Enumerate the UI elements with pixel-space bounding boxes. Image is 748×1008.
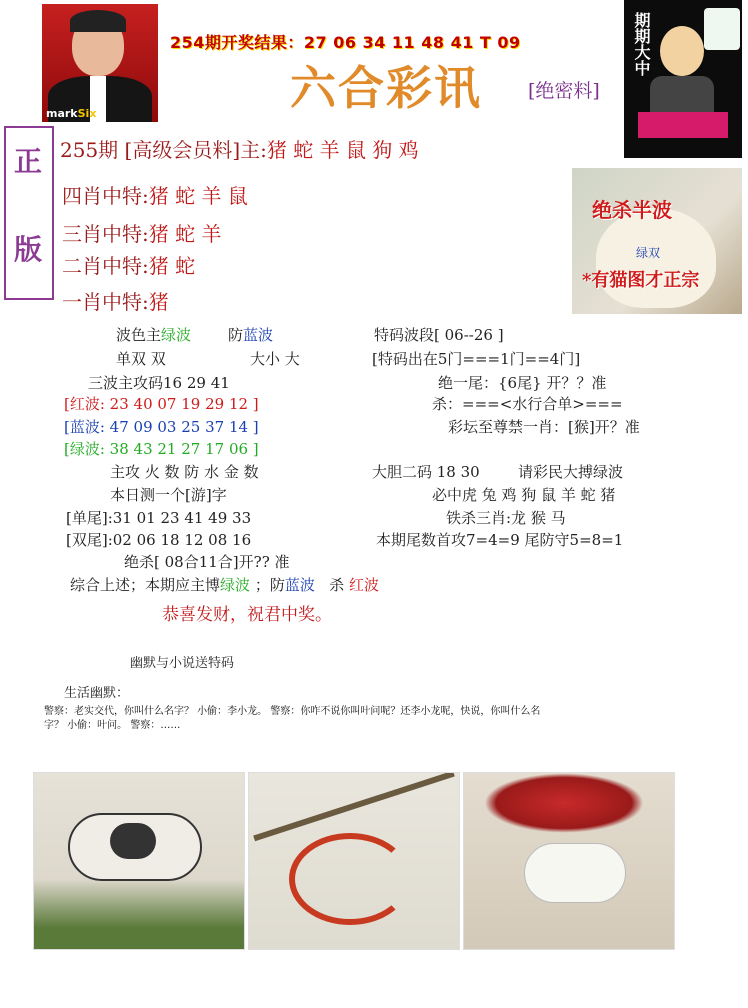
cartoon-sign [704,8,740,50]
summary-red: 红波 [348,576,379,594]
tail-attack: 本期尾数首攻7=4=9 尾防守5=8=1 [376,531,624,549]
main-numbers: 主攻 火 数 防 水 金 数 [110,463,259,481]
page-title: 六合彩讯 [290,61,482,115]
wave-guard-label: 防 [228,326,244,344]
red-leaves [484,773,644,833]
portrait-hair [70,10,126,32]
ban-zodiac: 彩坛至尊禁一肖：[猴]开？准 [448,418,640,436]
badge-char-2: 版 [14,233,43,266]
three-pick-label: 三肖中特: [62,222,149,246]
title-tag: [绝密料] [528,80,600,102]
two-pick-label: 二肖中特: [62,254,149,278]
kitten-text-2: 绿双 [636,246,661,260]
two-pick-value: 猪 蛇 [148,254,196,278]
summary-text-1: 综合上述；本期应主博 [70,576,221,594]
cartoon-face [660,26,704,76]
goat-figure [524,843,626,903]
special-gate: [特码出在5门===1门==4门] [372,350,581,368]
pig-figure [68,813,202,881]
four-pick-label: 四肖中特: [62,184,149,208]
main-pick [60,134,419,163]
summary-text-2: ；防 [254,576,285,594]
must-hit: 必中虎 兔 鸡 狗 鼠 羊 蛇 猪 [432,486,616,504]
four-pick-value: 猪 蛇 羊 鼠 [148,184,248,208]
big-small: 大小 大 [250,350,300,368]
iron-three: 铁杀三肖:龙 猴 马 [446,509,566,527]
one-pick-value: 猪 [148,290,169,314]
cartoon-image [624,0,742,158]
summary-text-3: 杀 [329,576,345,594]
kitten-text-3: *有猫图才正宗 [582,270,700,291]
two-pick [62,250,195,279]
pig-painting [33,772,245,950]
wave-main-label: 波色主 [116,326,162,344]
pig-spot [110,823,156,859]
badge-char-1: 正 [14,145,43,178]
kill-tail: 绝一尾：{6尾} 开？？准 [438,374,607,392]
blue-wave: [蓝波: 47 09 03 25 37 14 ] [64,418,259,436]
portrait-brand: markSix [46,107,97,120]
main-pick-value: 猪 蛇 羊 鼠 狗 鸡 [266,138,419,162]
life-humor-label: 生活幽默： [64,686,130,701]
summary [70,574,379,595]
wave-guard-value: 蓝波 [243,326,274,344]
humor-line-2: 字？ 小偷：叶问。 警察：…… [44,720,181,731]
one-pick-label: 一肖中特: [62,290,149,314]
three-pick [62,218,221,247]
bold-two: 大胆二码 18 30 [372,463,480,481]
presenter-portrait [42,4,158,122]
snake-painting [248,772,460,950]
authentic-badge [4,126,54,300]
congrats: 恭喜发财，祝君中奖。 [162,605,332,625]
humor-line-1: 警察：老实交代，你叫什么名字？ 小偷：李小龙。 警察：你咋不说你叫叶问呢？还李小龙呢，快说，你叫什么名 [44,706,541,717]
kitten-text-1: 绝杀半波 [592,198,672,222]
four-pick [62,180,248,209]
green-wave: [绿波: 38 43 21 27 17 06 ] [64,440,259,458]
draw-result: 254期开奖结果：27 06 34 11 48 41 T 09 [170,33,521,52]
branch [253,772,455,841]
wave-main-value: 绿波 [161,326,192,344]
cartoon-altar [638,112,728,138]
cartoon-banner: 期期大中 [632,12,651,76]
green-bet: 请彩民大搏绿波 [518,463,624,481]
odd-tail: [单尾]:31 01 23 41 49 33 [66,509,252,527]
wave-guard [228,324,273,345]
grass [34,879,244,949]
snake-figure [289,833,411,925]
red-wave: [红波: 23 40 07 19 29 12 ] [64,395,259,413]
main-pick-label: 255期 [高级会员料]主: [60,138,267,162]
odd-even: 单双 双 [116,350,166,368]
one-pick [62,286,169,315]
daily-word: 本日测一个[游]字 [110,486,227,504]
wave-main [116,324,191,345]
three-pick-value: 猪 蛇 羊 [148,222,222,246]
special-range: 特码波段[ 06--26 ] [374,326,504,344]
summary-blue: 蓝波 [284,576,315,594]
humor-title: 幽默与小说送特码 [130,656,235,671]
summary-green: 绿波 [220,576,251,594]
kitten-image [572,168,742,314]
kill-element: 杀：===<水行合单>=== [432,395,623,413]
even-tail: [双尾]:02 06 18 12 08 16 [66,531,252,549]
goat-painting [463,772,675,950]
three-wave: 三波主攻码16 29 41 [88,374,230,392]
kill-combo: 绝杀[ 08合11合]开?? 准 [124,553,290,571]
